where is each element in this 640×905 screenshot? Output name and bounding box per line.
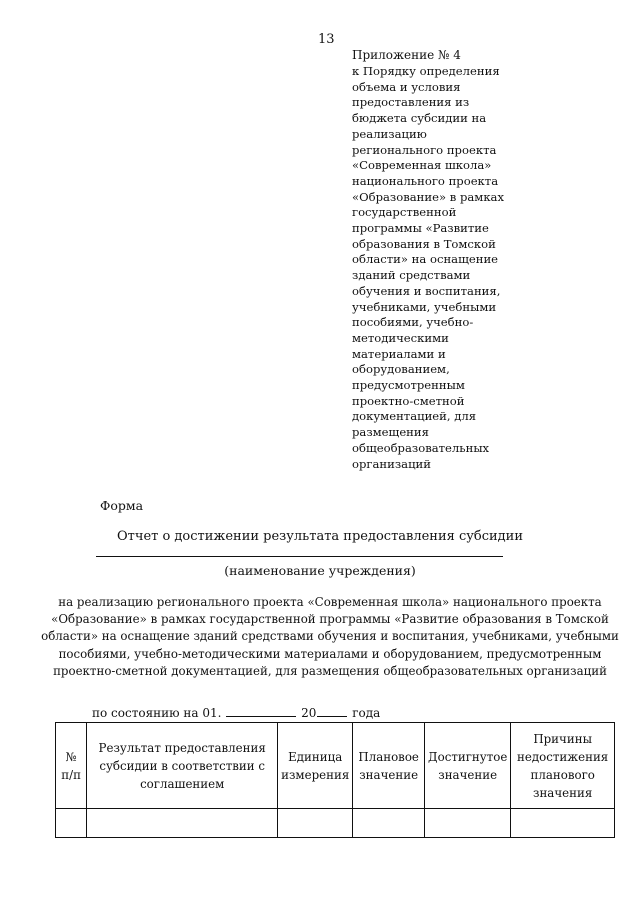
appendix-line: «Образование» в рамках xyxy=(352,189,505,204)
table-cell xyxy=(425,809,511,838)
institution-name-underline xyxy=(96,556,503,557)
appendix-line: к Порядку определения xyxy=(352,64,500,78)
appendix-line: реализацию xyxy=(352,126,427,141)
report-date-line xyxy=(92,706,380,720)
appendix-line: образования в Томской xyxy=(352,236,496,251)
institution-placeholder: (наименование учреждения) xyxy=(224,563,416,578)
date-blank xyxy=(226,706,296,717)
appendix-line: области» на оснащение xyxy=(352,252,499,267)
table-row xyxy=(56,809,615,838)
table-cell xyxy=(353,809,425,838)
appendix-line: методическими xyxy=(352,330,449,345)
appendix-body xyxy=(352,64,507,472)
description-line: пособиями, учебно-методическими материалами и оборудованием, предусмотренным xyxy=(58,646,602,661)
appendix-line: проектно-сметной xyxy=(352,393,465,408)
report-title: Отчет о достижении результата предоставления субсидии xyxy=(117,529,523,544)
appendix-line: зданий средствами xyxy=(352,268,471,283)
year-blank xyxy=(317,706,347,717)
page-number: 13 xyxy=(318,32,335,47)
description-line: проектно-сметной документацией, для размещения общеобразовательных организаций xyxy=(53,663,607,678)
appendix-line: обучения и воспитания, xyxy=(352,283,501,298)
appendix-line: регионального проекта xyxy=(352,142,497,157)
description-line: области» на оснащение зданий средствами обучения и воспитания, учебниками, учебными xyxy=(41,629,619,644)
column-header-reasons: Причины недостижения планового значения xyxy=(511,723,615,809)
appendix-line: предусмотренным xyxy=(352,378,465,393)
date-prefix: по состоянию на 01. xyxy=(92,706,222,720)
table-cell xyxy=(56,809,87,838)
appendix-line: программы «Развитие xyxy=(352,221,489,236)
appendix-title: Приложение № 4 xyxy=(352,48,461,62)
appendix-line: бюджета субсидии на xyxy=(352,111,487,126)
appendix-line: размещения xyxy=(352,425,429,440)
date-suffix: года xyxy=(352,706,381,720)
appendix-line: пособиями, учебно- xyxy=(352,315,474,330)
appendix-line: национального проекта xyxy=(352,173,499,188)
year-prefix: 20 xyxy=(301,706,317,720)
table-header-row xyxy=(56,723,615,809)
column-header-achieved-value: Достигнутое значение xyxy=(425,723,511,809)
appendix-line: общеобразовательных xyxy=(352,440,490,455)
appendix-line: материалами и xyxy=(352,346,446,361)
column-header-planned-value: Плановое значение xyxy=(353,723,425,809)
results-table xyxy=(55,722,615,838)
report-description xyxy=(40,594,620,680)
table-cell xyxy=(87,809,278,838)
description-line: «Образование» в рамках государственной программы «Развитие образования в Томской xyxy=(51,612,609,627)
table-cell xyxy=(278,809,353,838)
appendix-line: учебниками, учебными xyxy=(352,299,497,314)
appendix-line: «Современная школа» xyxy=(352,158,492,173)
appendix-line: документацией, для xyxy=(352,409,477,424)
table-cell xyxy=(511,809,615,838)
appendix-line: оборудованием, xyxy=(352,362,450,377)
column-header-unit: Единица измерения xyxy=(278,723,353,809)
column-header-number: № п/п xyxy=(56,723,87,809)
appendix-line: государственной xyxy=(352,205,457,220)
column-header-result: Результат предоставления субсидии в соответствии с соглашением xyxy=(87,723,278,809)
appendix-line: объема и условия xyxy=(352,79,461,94)
form-label: Форма xyxy=(100,498,144,513)
appendix-line: организаций xyxy=(352,456,431,471)
description-line: на реализацию регионального проекта «Современная школа» национального проекта xyxy=(58,595,602,609)
appendix-line: предоставления из xyxy=(352,95,470,110)
